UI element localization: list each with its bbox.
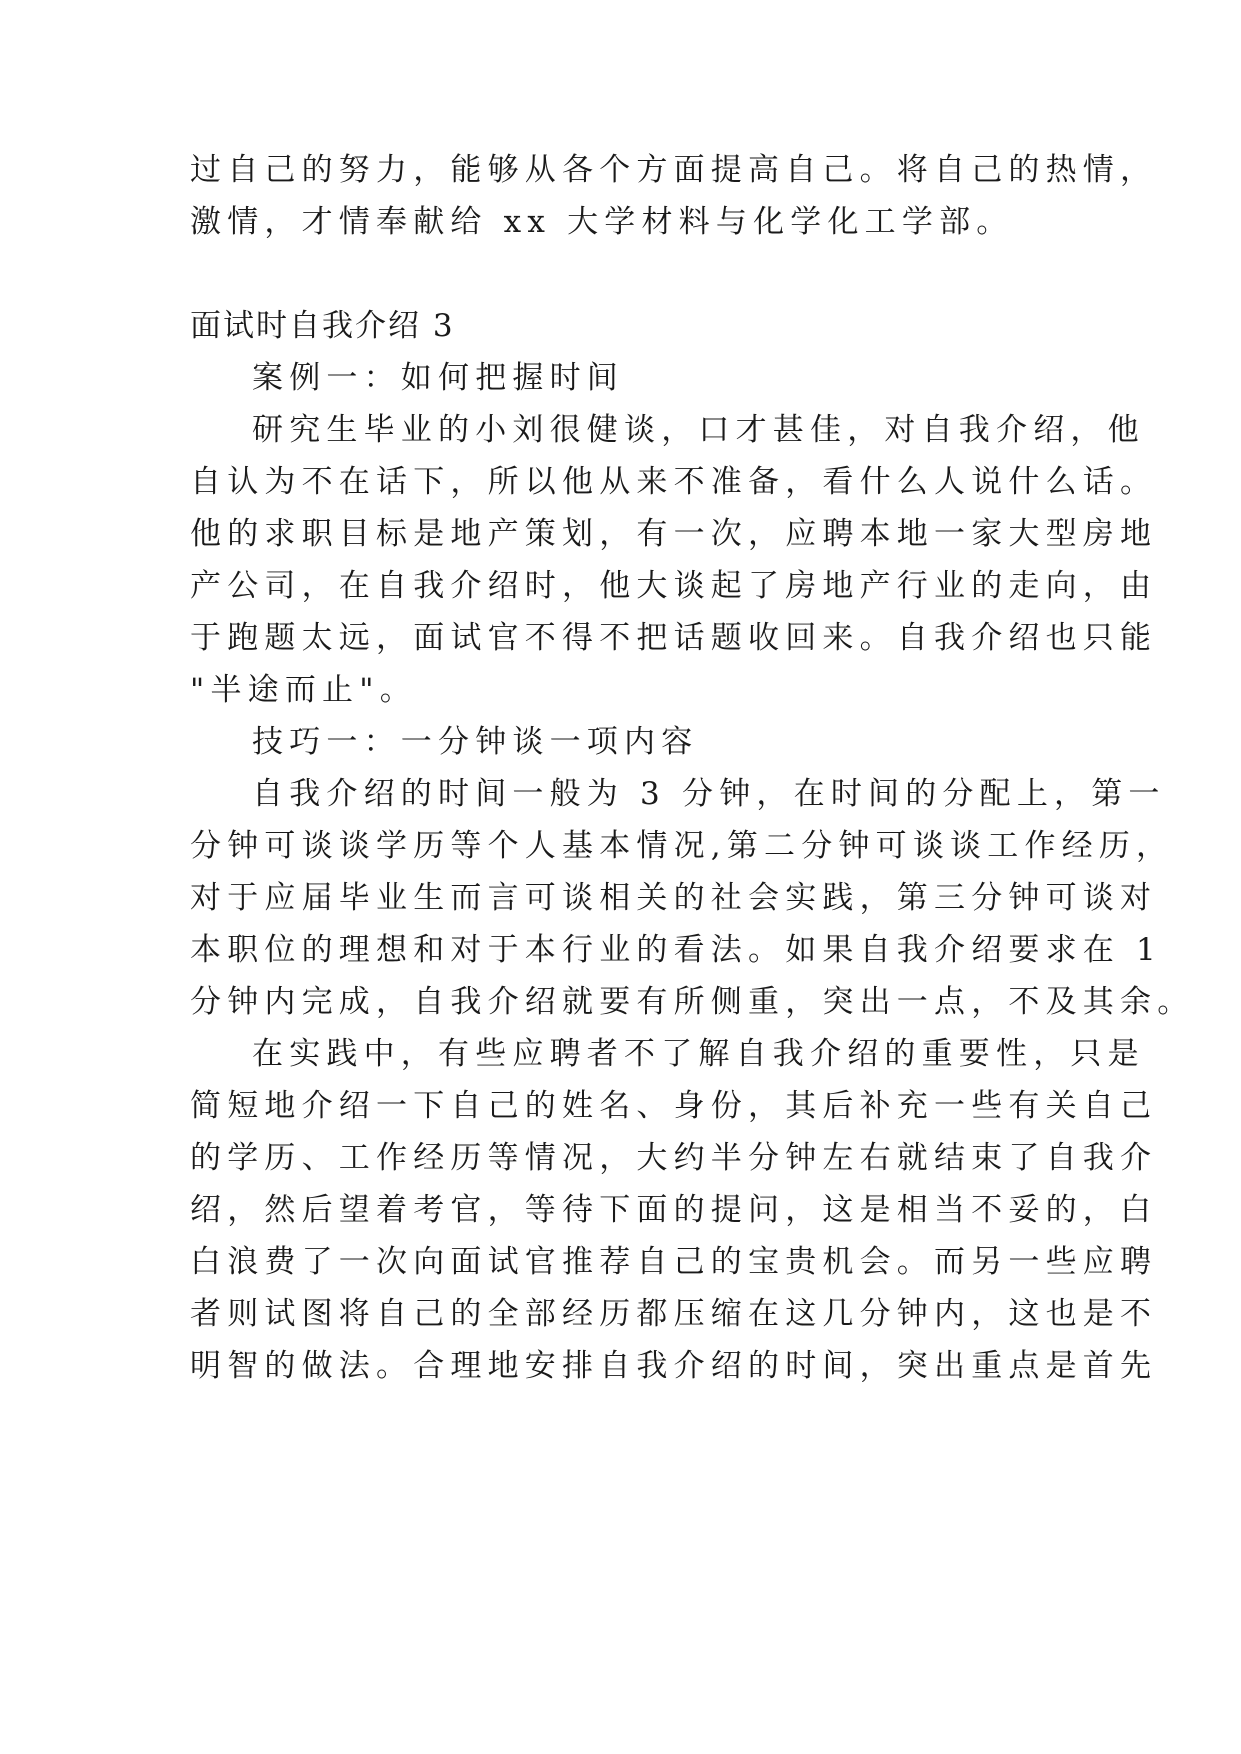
paragraph-line: 产公司，在自我介绍时，他大谈起了房地产行业的走向，由 bbox=[190, 568, 1158, 604]
paragraph-line: 分钟可谈谈学历等个人基本情况,第二分钟可谈谈工作经历， bbox=[190, 828, 1174, 864]
paragraph-line: 本职位的理想和对于本行业的看法。如果自我介绍要求在 1 bbox=[190, 932, 1162, 968]
paragraph-line: "半途而止"。 bbox=[190, 672, 417, 708]
paragraph-line: 研究生毕业的小刘很健谈，口才甚佳，对自我介绍，他 bbox=[252, 412, 1145, 448]
paragraph-line: 的学历、工作经历等情况，大约半分钟左右就结束了自我介 bbox=[190, 1140, 1158, 1176]
paragraph-line: 绍，然后望着考官，等待下面的提问，这是相当不妥的，白 bbox=[190, 1192, 1158, 1228]
section-heading: 面试时自我介绍 3 bbox=[190, 308, 455, 344]
paragraph-line: 于跑题太远，面试官不得不把话题收回来。自我介绍也只能 bbox=[190, 620, 1158, 656]
paragraph-line: 明智的做法。合理地安排自我介绍的时间，突出重点是首先 bbox=[190, 1348, 1158, 1384]
paragraph-line: 白浪费了一次向面试官推荐自己的宝贵机会。而另一些应聘 bbox=[190, 1244, 1158, 1280]
paragraph-line: 在实践中，有些应聘者不了解自我介绍的重要性，只是 bbox=[252, 1036, 1145, 1072]
paragraph-line: 分钟内完成，自我介绍就要有所侧重，突出一点，不及其余。 bbox=[190, 984, 1195, 1020]
paragraph-line: 简短地介绍一下自己的姓名、身份，其后补充一些有关自己 bbox=[190, 1088, 1158, 1124]
paragraph-line: 过自己的努力，能够从各个方面提高自己。将自己的热情， bbox=[190, 152, 1158, 188]
paragraph-line: 他的求职目标是地产策划，有一次，应聘本地一家大型房地 bbox=[190, 516, 1158, 552]
paragraph-line: 者则试图将自己的全部经历都压缩在这几分钟内，这也是不 bbox=[190, 1296, 1158, 1332]
paragraph-line: 自认为不在话下，所以他从来不准备，看什么人说什么话。 bbox=[190, 464, 1158, 500]
paragraph-line: 对于应届毕业生而言可谈相关的社会实践，第三分钟可谈对 bbox=[190, 880, 1158, 916]
paragraph-line: 激情，才情奉献给 xx 大学材料与化学化工学部。 bbox=[190, 204, 1014, 240]
paragraph-line: 自我介绍的时间一般为 3 分钟，在时间的分配上，第一 bbox=[252, 776, 1166, 812]
tip-heading: 技巧一：一分钟谈一项内容 bbox=[252, 724, 699, 760]
case-heading: 案例一：如何把握时间 bbox=[252, 360, 624, 396]
